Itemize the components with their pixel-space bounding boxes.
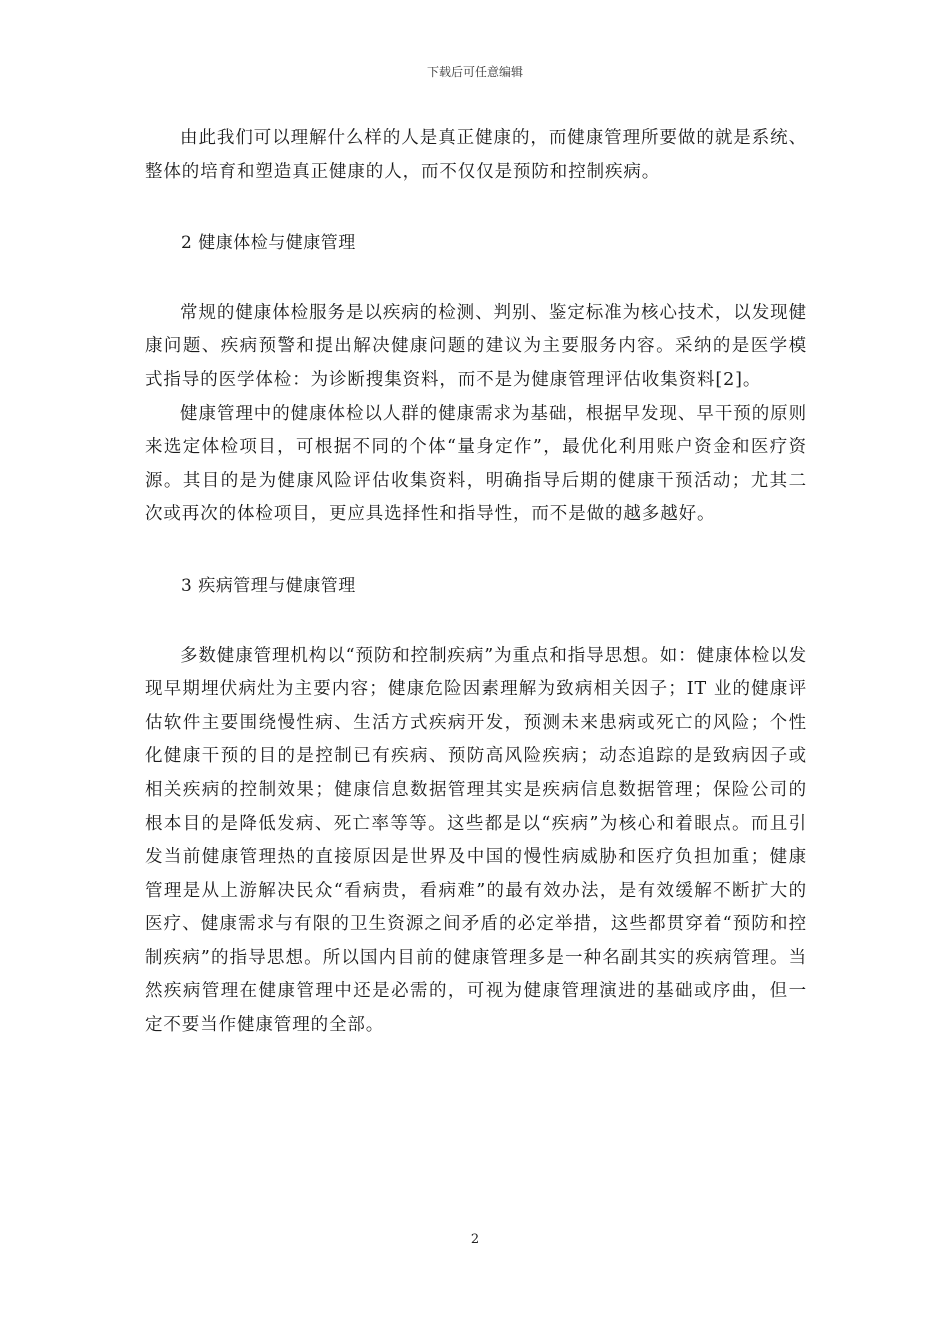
paragraph-disease-focus: 多数健康管理机构以“预防和控制疾病”为重点和指导思想。如：健康体检以发现早期埋伏病灶为主要内容；健康危险因素理解为致病相关因子；IT 业的健康评估软件主要围绕慢性病、生活方式疾病开发，预测未来患病或死亡的风险；个性化健康干预的目的是控制已有疾病、预防高风险疾病；动态追踪的是致病因子或相关疾病的控制效果；健康信息数据管理其实是疾病信息数据管理；保险公司的根本目的是降低发病、死亡率等等。这些都是以“疾病”为核心和着眼点。而且引发当前健康管理热的直接原因是世界及中国的慢性病威胁和医疗负担加重；健康管理是从上游解决民众“看病贵，看病难”的最有效办法，是有效缓解不断扩大的医疗、健康需求与有限的卫生资源之间矛盾的必定举措，这些都贯穿着“预防和控制疾病”的指导思想。所以国内目前的健康管理多是一种名副其实的疾病管理。当然疾病管理在健康管理中还是必需的，可视为健康管理演进的基础或序曲，但一定不要当作健康管理的全部。 [145,645,807,1036]
section-heading-disease-management: 3 疾病管理与健康管理 [181,575,356,596]
spacer [145,189,807,227]
page-header: 下载后可任意编辑 [426,65,523,79]
paragraph-management-checkup: 健康管理中的健康体检以人群的健康需求为基础，根据早发现、早干预的原则来选定体检项目，可根据不同的个体“量身定作”，最优化利用账户资金和医疗资源。其目的是为健康风险评估收集资料，明确指导后期的健康干预活动；尤其二次或再次的体检项目，更应具选择性和指导性，而不是做的越多越好。 [145,403,807,525]
spacer [145,532,807,570]
section-heading-health-checkup: 2 健康体检与健康管理 [181,233,356,254]
page-number: 2 [470,1232,480,1247]
paragraph-healthy-person: 由此我们可以理解什么样的人是真正健康的，而健康管理所要做的就是系统、整体的培育和塑造真正健康的人，而不仅仅是预防和控制疾病。 [145,128,807,182]
spacer [145,261,807,297]
spacer [145,604,807,640]
paragraph-routine-checkup: 常规的健康体检服务是以疾病的检测、判别、鉴定标准为核心技术，以发现健康问题、疾病预警和提出解决健康问题的建议为主要服务内容。采纳的是医学模式指导的医学体检：为诊断搜集资料，而不是为健康管理评估收集资料[2]。 [145,302,807,390]
document-body [145,122,807,1043]
